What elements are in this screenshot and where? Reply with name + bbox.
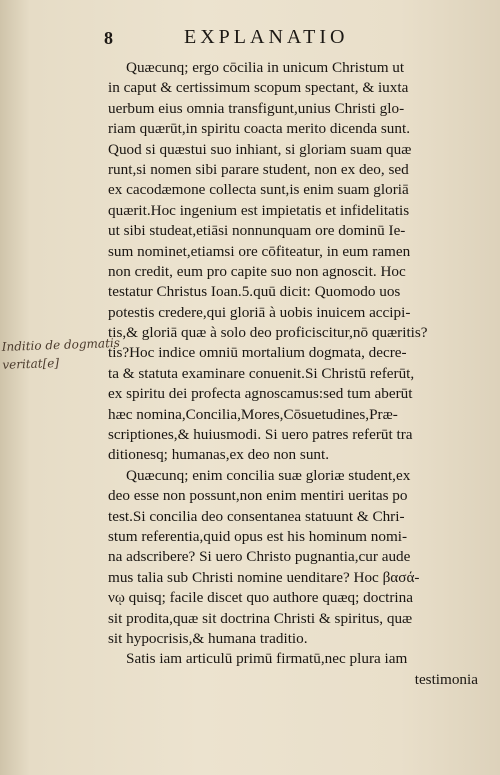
- text-line: Satis iam articulū primū firmatū,nec plura iam: [126, 650, 408, 668]
- text-line: sit prodita,quæ sit doctrina Christi & spiritus, quæ: [108, 609, 413, 627]
- text-line: quærit.Hoc ingenium est impietatis et infidelitatis: [108, 201, 410, 219]
- handwritten-margin-note: [1, 334, 121, 374]
- text-line: test.Si concilia deo consentanea statuunt & Chri-: [108, 507, 405, 525]
- text-line: ta & statuta examinare conuenit.Si Christū referūt,: [108, 364, 415, 382]
- text-line: stum referentia,quid opus est his hominum nomi-: [108, 527, 408, 545]
- margin-note-line-1: Inditio de dogmatis: [1, 335, 121, 354]
- text-line: scriptiones,& huiusmodi. Si uero patres referūt tra: [108, 426, 413, 444]
- text-line: Quæcunq; enim concilia suæ gloriæ student,ex: [126, 466, 411, 484]
- page-header: [100, 24, 480, 54]
- text-line: testatur Christus Ioan.5.quū dicit: Quomodo uos: [108, 283, 401, 301]
- page-number: 8: [104, 28, 113, 48]
- text-line: na adscribere? Si uero Christo pugnantia,cur aude: [108, 548, 411, 566]
- text-line: riam quærūt,in spiritu coacta merito dicenda sunt.: [108, 120, 410, 138]
- text-line: ex spiritu dei profecta agnoscamus:sed tum aberūt: [108, 385, 413, 403]
- text-line: runt,si nomen sibi parare student, non ex deo, sed: [108, 160, 409, 178]
- text-line: νῳ quisq; facile discet quo authore quæq; doctrina: [108, 589, 413, 607]
- text-line: ex cacodæmone collecta sunt,is enim suam gloriā: [108, 181, 409, 199]
- text-line: hæc nomina,Concilia,Mores,Cōsuetudines,Præ-: [108, 405, 398, 423]
- text-line: mus talia sub Christi nomine uenditare? Hoc βασά-: [108, 568, 420, 586]
- running-head: EXPLANATIO: [184, 26, 349, 48]
- margin-note-line-2: veritat[e]: [2, 355, 60, 372]
- text-line: potestis credere,qui gloriā à uobis inuicem accipi-: [108, 303, 411, 321]
- body-text: [108, 58, 478, 690]
- text-line: non credit, eum pro capite suo non agnoscit. Hoc: [108, 262, 406, 280]
- text-line: tis?Hoc indice omniū mortalium dogmata, decre-: [108, 344, 407, 362]
- text-line: sum nominet,etiamsi ore cōfiteatur, in eum ramen: [108, 242, 411, 260]
- text-line: sit hypocrisis,& humana traditio.: [108, 629, 308, 647]
- text-line: deo esse non possunt,non enim mentiri ueritas po: [108, 487, 408, 505]
- text-line: tis,& gloriā quæ à solo deo proficiscitur,nō quæritis?: [108, 324, 428, 342]
- text-line: in caput & certissimum scopum spectant, & iuxta: [108, 79, 409, 97]
- text-line: ditionesq; humanas,ex deo non sunt.: [108, 446, 330, 464]
- text-line: ut sibi studeat,etiāsi nonnunquam ore dominū Ie-: [108, 222, 406, 240]
- catchword-line: testimonia: [414, 670, 478, 688]
- text-line: Quæcunq; ergo cōcilia in unicum Christum ut: [126, 59, 405, 76]
- text-line: Quod si quæstui suo inhiant, si gloriam suam quæ: [108, 140, 412, 158]
- text-line: uerbum eius omnia transfigunt,unius Christi glo-: [108, 99, 405, 117]
